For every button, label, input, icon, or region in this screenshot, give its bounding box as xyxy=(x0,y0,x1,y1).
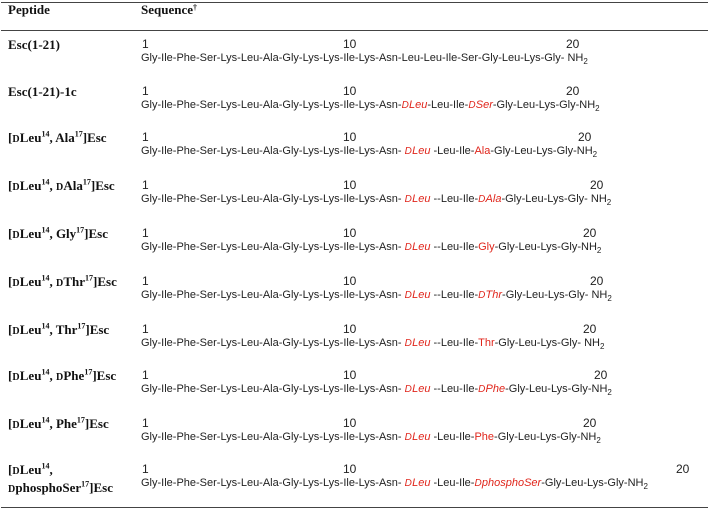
position-20-label: 20 xyxy=(578,130,592,144)
peptide-name xyxy=(8,322,138,340)
sequence-text xyxy=(141,144,597,159)
peptide-name-position-17: 17 xyxy=(74,129,83,139)
position-20-label: 20 xyxy=(583,226,597,240)
table-row xyxy=(0,322,709,370)
peptide-name-position-14: 14 xyxy=(41,461,50,471)
peptide-name-part: Esc(1-21)-1c xyxy=(8,84,77,99)
peptide-name-position-17: 17 xyxy=(77,321,86,331)
peptide-name-position-14: 14 xyxy=(41,367,50,377)
sequence-base: Gly-Ile-Phe-Ser-Lys-Leu-Ala-Gly-Lys-Lys-Ile-Lys-Asn- xyxy=(141,52,402,64)
sequence-middle: --Leu-Ile- xyxy=(430,383,479,395)
modified-residue-17: Phe xyxy=(474,431,495,443)
sequence-text xyxy=(141,240,601,255)
sequence-end: -Gly-Leu-Lys-Gly- xyxy=(501,193,591,205)
table-row xyxy=(0,37,709,85)
peptide-name-part: ]Esc xyxy=(84,226,109,241)
sequence-end: -Gly-Leu-Lys-Gly- xyxy=(494,337,585,349)
sequence-end: -Gly-Leu-Lys-Gly- xyxy=(505,383,592,395)
amide-subscript: 2 xyxy=(599,342,605,352)
position-20-label: 20 xyxy=(566,84,580,98)
position-10-label: 10 xyxy=(343,322,357,336)
modified-residue-14: DLeu xyxy=(404,241,431,253)
c-terminal-amide: NH xyxy=(627,477,644,489)
sequence-end: -Gly-Leu-Lys-Gly- xyxy=(541,477,628,489)
table-row xyxy=(0,462,709,510)
modified-residue-14: DLeu xyxy=(404,477,431,489)
peptide-name-d-residue: DPhe xyxy=(55,368,85,383)
peptide-name-part: ]Esc xyxy=(84,416,109,431)
peptide-name-part: ]Esc xyxy=(93,274,117,289)
position-20-label: 20 xyxy=(590,178,604,192)
modified-residue-14: DLeu xyxy=(404,337,431,349)
modified-residue-14: DLeu xyxy=(404,289,431,301)
peptide-name-position-14: 14 xyxy=(41,129,50,139)
c-terminal-amide: NH xyxy=(581,241,597,253)
position-1-label: 1 xyxy=(142,368,149,382)
peptide-name-position-14: 14 xyxy=(41,177,50,187)
sequence-end: -Gly-Leu-Lys-Gly- xyxy=(494,241,582,253)
sequence-base: Gly-Ile-Phe-Ser-Lys-Leu-Ala-Gly-Lys-Lys-Ile-Lys-Asn- xyxy=(141,337,402,349)
sequence-middle: -Leu-Ile- xyxy=(430,477,475,489)
header-sequence-footnote-mark: † xyxy=(193,3,197,12)
position-10-label: 10 xyxy=(343,416,357,430)
peptide-name-part: , Thr xyxy=(49,322,78,337)
table-bottom-rule xyxy=(1,507,708,508)
peptide-name xyxy=(8,274,138,292)
sequence-end: -Gly-Leu-Lys-Gly- xyxy=(502,289,592,301)
peptide-name-part: ]Esc xyxy=(89,480,114,495)
position-10-label: 10 xyxy=(343,130,357,144)
peptide-name xyxy=(8,226,138,244)
table-row xyxy=(0,130,709,178)
modified-residue-14: DLeu xyxy=(404,193,431,205)
modified-residue-17: DThr xyxy=(478,289,503,301)
c-terminal-amide: NH xyxy=(591,383,608,395)
peptide-name xyxy=(8,130,138,148)
modified-residue-14: DLeu xyxy=(401,99,428,111)
peptide-name-position-17: 17 xyxy=(76,415,85,425)
peptide-name-position-14: 14 xyxy=(41,415,50,425)
modified-residue-17: DphosphoSer xyxy=(474,477,542,489)
peptide-name-part: ]Esc xyxy=(85,322,110,337)
peptide-name xyxy=(8,84,138,100)
peptide-name-dleu: DLeu xyxy=(12,368,42,383)
amide-subscript: 2 xyxy=(595,104,600,114)
c-terminal-amide: NH xyxy=(580,431,597,443)
position-10-label: 10 xyxy=(343,226,357,240)
peptide-name-position-14: 14 xyxy=(41,321,50,331)
peptide-name-part: , xyxy=(49,178,56,193)
header-sequence xyxy=(141,2,197,18)
position-20-label: 20 xyxy=(594,368,608,382)
peptide-name xyxy=(8,37,138,53)
position-10-label: 10 xyxy=(343,37,357,51)
peptide-name-part: [ xyxy=(8,274,13,289)
sequence-base: Gly-Ile-Phe-Ser-Lys-Leu-Ala-Gly-Lys-Lys-Ile-Lys-Asn- xyxy=(141,145,402,157)
position-1-label: 1 xyxy=(142,37,149,51)
position-1-label: 1 xyxy=(142,226,149,240)
position-1-label: 1 xyxy=(142,416,149,430)
position-1-label: 1 xyxy=(142,84,149,98)
header-sequence-label: Sequence xyxy=(141,2,193,17)
sequence-base: Gly-Ile-Phe-Ser-Lys-Leu-Ala-Gly-Lys-Lys-Ile-Lys-Asn- xyxy=(141,289,402,301)
peptide-name-dleu: DLeu xyxy=(12,130,42,145)
position-20-label: 20 xyxy=(583,416,597,430)
table-top-rule xyxy=(1,2,708,3)
sequence-text xyxy=(141,288,612,303)
position-1-label: 1 xyxy=(142,178,149,192)
header-rule xyxy=(1,30,708,31)
modified-residue-17: Ala xyxy=(474,145,491,157)
peptide-name-part: ]Esc xyxy=(82,130,107,145)
peptide-name-dleu: DLeu xyxy=(12,322,42,337)
position-20-label: 20 xyxy=(590,274,604,288)
peptide-name-position-17: 17 xyxy=(82,177,91,187)
peptide-name-part: , xyxy=(49,462,53,477)
position-1-label: 1 xyxy=(142,462,149,476)
table-row xyxy=(0,274,709,322)
peptide-name-part: Esc(1-21) xyxy=(8,37,60,52)
header-peptide: Peptide xyxy=(8,2,50,17)
peptide-name-part: [ xyxy=(8,462,13,477)
c-terminal-amide: NH xyxy=(591,289,608,301)
amide-subscript: 2 xyxy=(606,198,612,208)
peptide-name-d-residue: DphosphoSer xyxy=(8,480,82,495)
peptide-name-part: [ xyxy=(8,130,13,145)
peptide-name-part: , Ala xyxy=(49,130,75,145)
peptide-name-position-17: 17 xyxy=(84,367,93,377)
position-20-label: 20 xyxy=(676,462,690,476)
table-row xyxy=(0,178,709,226)
amide-subscript: 2 xyxy=(596,246,602,256)
peptide-name-dleu: DLeu xyxy=(12,178,42,193)
modified-residue-17: DSer xyxy=(468,99,493,111)
sequence-end: -Gly-Leu-Lys-Gly- xyxy=(492,99,580,111)
c-terminal-amide: NH xyxy=(579,99,596,111)
c-terminal-amide: NH xyxy=(567,52,584,64)
sequence-middle: --Leu-Ile- xyxy=(430,193,479,205)
sequence-text xyxy=(141,336,604,351)
table-row xyxy=(0,416,709,464)
c-terminal-amide: NH xyxy=(576,145,593,157)
sequence-text xyxy=(141,382,612,397)
modified-residue-17: Gly xyxy=(478,241,495,253)
position-10-label: 10 xyxy=(343,84,357,98)
sequence-middle: -Leu-Ile- xyxy=(427,99,469,111)
sequence-middle: --Leu-Ile- xyxy=(430,241,479,253)
sequence-base: Gly-Ile-Phe-Ser-Lys-Leu-Ala-Gly-Lys-Lys-Ile-Lys-Asn- xyxy=(141,241,402,253)
position-10-label: 10 xyxy=(343,462,357,476)
peptide-name xyxy=(8,178,138,196)
peptide-name-d-residue: DThr xyxy=(55,274,86,289)
peptide-name-part: [ xyxy=(8,416,13,431)
sequence-text xyxy=(141,98,600,113)
position-10-label: 10 xyxy=(343,178,357,192)
sequence-text xyxy=(141,476,648,491)
sequence-base: Gly-Ile-Phe-Ser-Lys-Leu-Ala-Gly-Lys-Lys-Ile-Lys-Asn- xyxy=(141,193,402,205)
position-20-label: 20 xyxy=(566,37,580,51)
position-1-label: 1 xyxy=(142,274,149,288)
c-terminal-amide: NH xyxy=(584,337,600,349)
modified-residue-14: DLeu xyxy=(404,383,431,395)
table-row xyxy=(0,368,709,416)
peptide-name-part: ]Esc xyxy=(92,368,117,383)
sequence-middle: Leu-Leu-Ile-Ser-Gly-Leu-Lys-Gly- xyxy=(401,52,568,64)
peptide-name-dleu: DLeu xyxy=(12,462,42,477)
peptide-name-part: [ xyxy=(8,368,13,383)
peptide-name-dleu: DLeu xyxy=(12,274,42,289)
amide-subscript: 2 xyxy=(583,57,588,67)
position-1-label: 1 xyxy=(142,130,149,144)
table-row xyxy=(0,84,709,132)
peptide-name-dleu: DLeu xyxy=(12,416,42,431)
sequence-middle: -Leu-Ile- xyxy=(430,145,475,157)
peptide-name-position-14: 14 xyxy=(41,273,50,283)
peptide-name-position-17: 17 xyxy=(81,479,90,489)
peptide-name-part: , xyxy=(49,274,56,289)
modified-residue-14: DLeu xyxy=(404,145,431,157)
sequence-text xyxy=(141,430,601,445)
amide-subscript: 2 xyxy=(596,436,601,446)
peptide-name-part: , Phe xyxy=(49,416,77,431)
peptide-name-position-14: 14 xyxy=(41,225,50,235)
sequence-middle: --Leu-Ile- xyxy=(430,289,479,301)
sequence-text xyxy=(141,192,611,207)
amide-subscript: 2 xyxy=(607,294,612,304)
sequence-base: Gly-Ile-Phe-Ser-Lys-Leu-Ala-Gly-Lys-Lys-Ile-Lys-Asn- xyxy=(141,431,402,443)
sequence-end: -Gly-Leu-Lys-Gly- xyxy=(490,145,577,157)
position-10-label: 10 xyxy=(343,368,357,382)
position-1-label: 1 xyxy=(142,322,149,336)
c-terminal-amide: NH xyxy=(590,193,607,205)
sequence-middle: -Leu-Ile- xyxy=(430,431,475,443)
amide-subscript: 2 xyxy=(592,150,598,160)
peptide-name-part: [ xyxy=(8,178,13,193)
modified-residue-17: Thr xyxy=(478,337,495,349)
amide-subscript: 2 xyxy=(607,388,612,398)
amide-subscript: 2 xyxy=(643,482,648,492)
peptide-name-part: ]Esc xyxy=(90,178,115,193)
peptide-name xyxy=(8,462,138,498)
peptide-name-position-17: 17 xyxy=(85,273,94,283)
peptide-name xyxy=(8,368,138,386)
modified-residue-14: DLeu xyxy=(404,431,431,443)
table-row xyxy=(0,226,709,274)
peptide-name-part: [ xyxy=(8,322,13,337)
sequence-end: -Gly-Leu-Lys-Gly- xyxy=(494,431,581,443)
peptide-name-part: , Gly xyxy=(49,226,77,241)
sequence-base: Gly-Ile-Phe-Ser-Lys-Leu-Ala-Gly-Lys-Lys-Ile-Lys-Asn- xyxy=(141,477,402,489)
sequence-text xyxy=(141,51,588,65)
sequence-base: Gly-Ile-Phe-Ser-Lys-Leu-Ala-Gly-Lys-Lys-Ile-Lys-Asn- xyxy=(141,99,402,111)
sequence-base: Gly-Ile-Phe-Ser-Lys-Leu-Ala-Gly-Lys-Lys-Ile-Lys-Asn- xyxy=(141,383,402,395)
peptide-name-position-17: 17 xyxy=(76,225,85,235)
sequence-middle: --Leu-Ile- xyxy=(430,337,479,349)
position-20-label: 20 xyxy=(583,322,597,336)
position-10-label: 10 xyxy=(343,274,357,288)
peptide-name-part: [ xyxy=(8,226,13,241)
peptide-name-part: , xyxy=(49,368,56,383)
peptide-name xyxy=(8,416,138,434)
modified-residue-17: DPhe xyxy=(478,383,506,395)
peptide-name-dleu: DLeu xyxy=(12,226,42,241)
modified-residue-17: DAla xyxy=(478,193,502,205)
peptide-name-d-residue: DAla xyxy=(55,178,83,193)
